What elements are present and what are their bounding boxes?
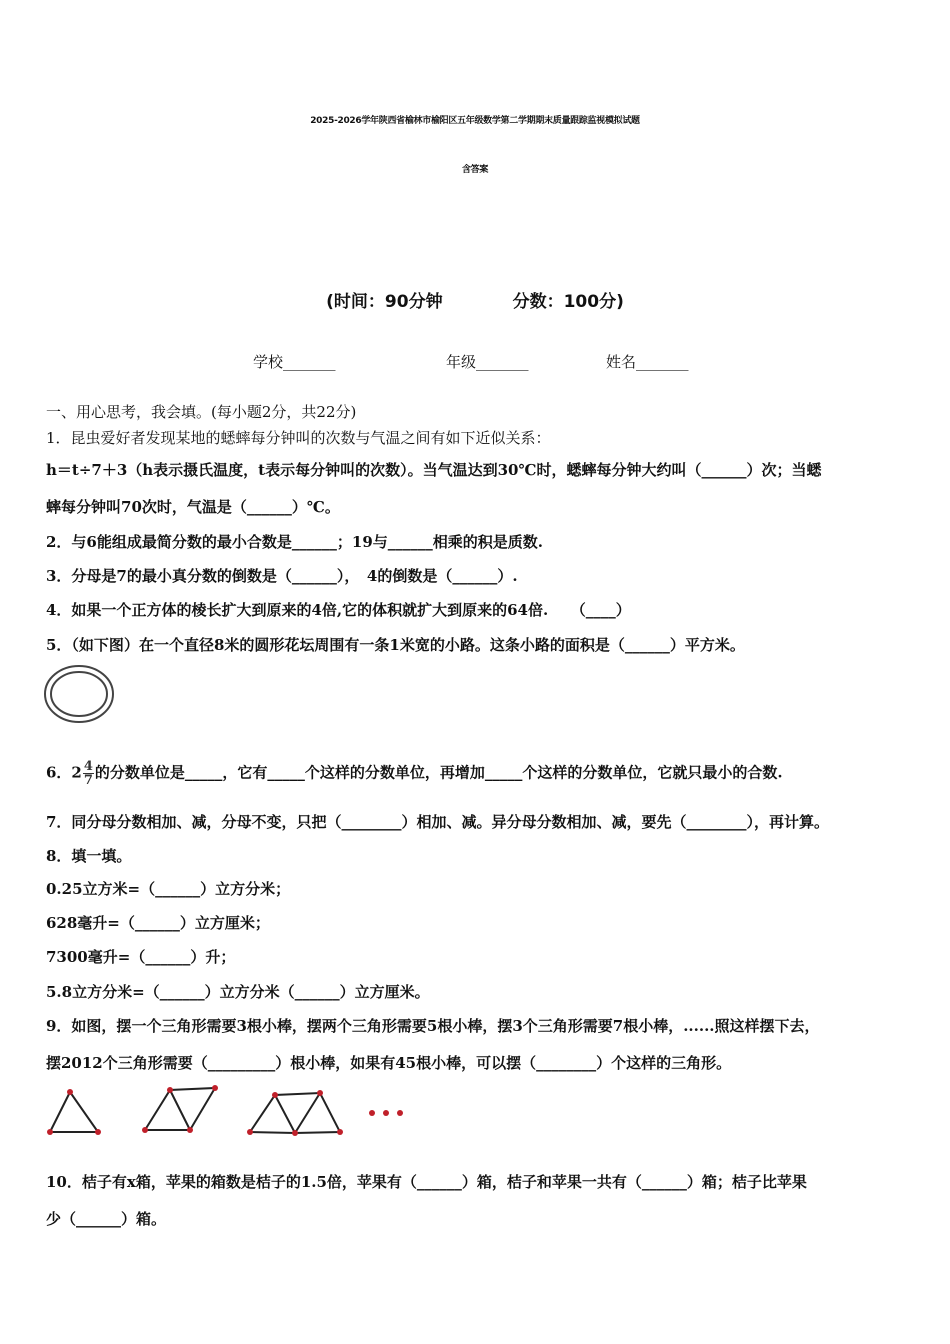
question-2: 2．与6能组成最简分数的最小合数是______；19与______相乘的积是质数. [46,533,543,551]
question-8-item-2: 628毫升=（______）立方厘米； [46,914,270,932]
question-10-line1: 10．桔子有x箱，苹果的箱数是桔子的1.5倍，苹果有（______）箱，桔子和苹果一共有（______）箱；桔子比苹果 [46,1173,807,1191]
question-6-number: 6．2 [46,763,82,782]
question-6 [46,760,783,787]
exam-meta [0,287,950,312]
question-1-intro: 1．昆虫爱好者发现某地的蟋蟀每分钟叫的次数与气温之间有如下近似关系： [46,429,551,447]
question-8-item-3: 7300毫升=（______）升； [46,948,236,966]
fraction [83,760,94,787]
grade-field[interactable]: 年级_______ [446,353,529,371]
question-1-tail: 蟀每分钟叫70次时，气温是（______）℃。 [46,498,340,516]
triangle-sticks-figure [40,1080,420,1142]
question-6-text: 的分数单位是_____，它有_____个这样的分数单位，再增加_____个这样的分数单位，它就只最小的合数. [94,763,783,782]
ring-path-figure [43,664,115,724]
fraction-denominator: 7 [83,773,93,788]
question-9-line2: 摆2012个三角形需要（_________）根小棒，如果有45根小棒，可以摆（________）个这样的三角形。 [46,1054,732,1072]
question-1-formula: h＝t÷7＋3（h表示摄氏温度，t表示每分钟叫的次数）。当气温达到30℃时，蟋蟀每分钟大约叫（______）次；当蟋 [46,461,822,479]
question-8: 8．填一填。 [46,847,132,865]
question-3: 3．分母是7的最小真分数的倒数是（______）， 4的倒数是（______）. [46,567,518,585]
question-7: 7．同分母分数相加、减，分母不变，只把（________）相加、减。异分母分数相加、减，要先（________），再计算。 [46,813,829,831]
fraction-numerator: 4 [83,759,93,774]
exam-title-line2: 含答案 [461,165,489,175]
exam-title-line1: 2025-2026学年陕西省榆林市榆阳区五年级数学第二学期期末质量跟踪监视模拟试题 [310,116,640,126]
total-score: 分数：100分) [512,292,624,312]
name-field[interactable]: 姓名_______ [606,353,689,371]
question-10-line2: 少（______）箱。 [46,1210,167,1228]
time-limit: (时间：90分钟 [326,292,443,312]
question-5: 5．（如下图）在一个直径8米的圆形花坛周围有一条1米宽的小路。这条小路的面积是（______）平方米。 [46,636,745,654]
question-9-line1: 9．如图，摆一个三角形需要3根小棒，摆两个三角形需要5根小棒，摆3个三角形需要7根小棒，......照这样摆下去， [46,1017,820,1035]
school-field[interactable]: 学校_______ [253,353,336,371]
section-heading: 一、用心思考，我会填。(每小题2分，共22分) [46,403,357,421]
question-8-item-4: 5.8立方分米=（______）立方分米（______）立方厘米。 [46,983,430,1001]
question-4: 4．如果一个正方体的棱长扩大到原来的4倍,它的体积就扩大到原来的64倍. （____） [46,601,631,619]
question-8-item-1: 0.25立方米=（______）立方分米； [46,880,291,898]
